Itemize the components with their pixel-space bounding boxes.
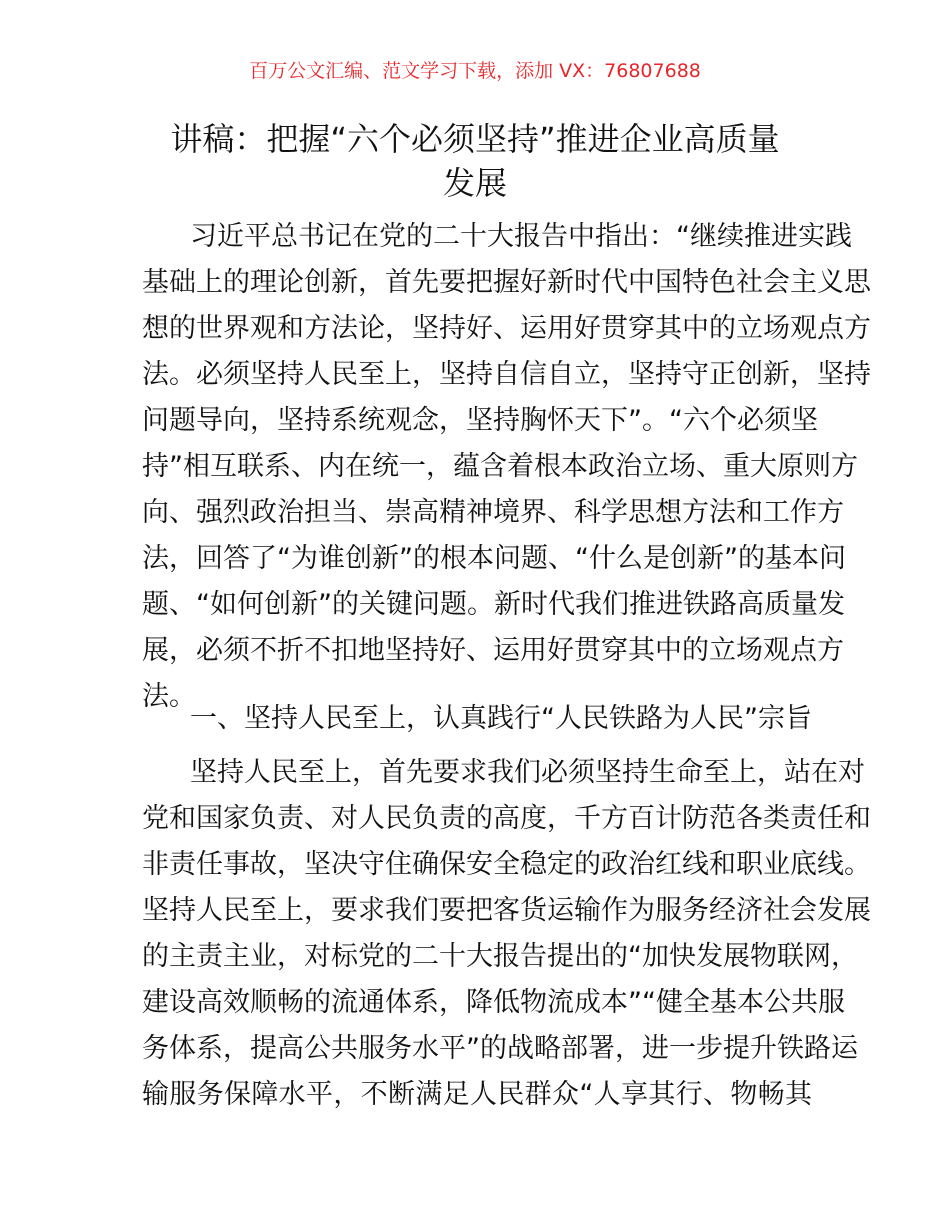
text-line: 问题导向，坚持系统观念，坚持胸怀天下”。“六个必须坚 bbox=[142, 405, 818, 436]
text-line: 持”相互联系、内在统一，蕴含着根本政治立场、重大原则方 bbox=[142, 451, 858, 482]
text-line: 法。 bbox=[142, 681, 196, 712]
text-line: 基础上的理论创新，首先要把握好新时代中国特色社会主义思 bbox=[142, 267, 871, 298]
text-line: 坚持人民至上，要求我们要把客货运输作为服务经济社会发展 bbox=[142, 895, 871, 926]
section-heading: 一、坚持人民至上，认真践行“人民铁路为人民”宗旨 bbox=[190, 703, 812, 734]
text-line: 坚持人民至上，首先要求我们必须坚持生命至上，站在对 bbox=[190, 757, 865, 788]
text-line: 展，必须不折不扣地坚持好、运用好贯穿其中的立场观点方 bbox=[142, 635, 844, 666]
document-title-line-2: 发展 bbox=[442, 164, 507, 202]
text-line: 题、“如何创新”的关键问题。新时代我们推进铁路高质量发 bbox=[142, 589, 845, 620]
text-line: 向、强烈政治担当、崇高精神境界、科学思想方法和工作方 bbox=[142, 497, 844, 528]
text-line: 建设高效顺畅的流通体系，降低物流成本”“健全基本公共服 bbox=[142, 987, 845, 1018]
text-line: 输服务保障水平，不断满足人民群众“人享其行、物畅其 bbox=[142, 1079, 812, 1110]
paragraph-1 bbox=[142, 214, 871, 720]
text-line: 非责任事故，坚决守住确保安全稳定的政治红线和职业底线。 bbox=[142, 849, 871, 880]
paragraph-2 bbox=[142, 750, 871, 1118]
text-line: 法，回答了“为谁创新”的根本问题、“什么是创新”的基本问 bbox=[142, 543, 846, 574]
text-line: 党和国家负责、对人民负责的高度，千方百计防范各类责任和 bbox=[142, 803, 871, 834]
watermark-header: 百万公文汇编、范文学习下载，添加 VX：76807688 bbox=[249, 60, 701, 82]
document-title-line-1: 讲稿：把握“六个必须坚持”推进企业高质量 bbox=[170, 120, 780, 158]
text-line: 想的世界观和方法论，坚持好、运用好贯穿其中的立场观点方 bbox=[142, 313, 871, 344]
text-line: 法。必须坚持人民至上，坚持自信自立，坚持守正创新，坚持 bbox=[142, 359, 871, 390]
text-line: 的主责主业，对标党的二十大报告提出的“加快发展物联网， bbox=[142, 941, 858, 972]
text-line: 务体系，提高公共服务水平”的战略部署，进一步提升铁路运 bbox=[142, 1033, 858, 1064]
text-line: 习近平总书记在党的二十大报告中指出：“继续推进实践 bbox=[190, 221, 852, 252]
